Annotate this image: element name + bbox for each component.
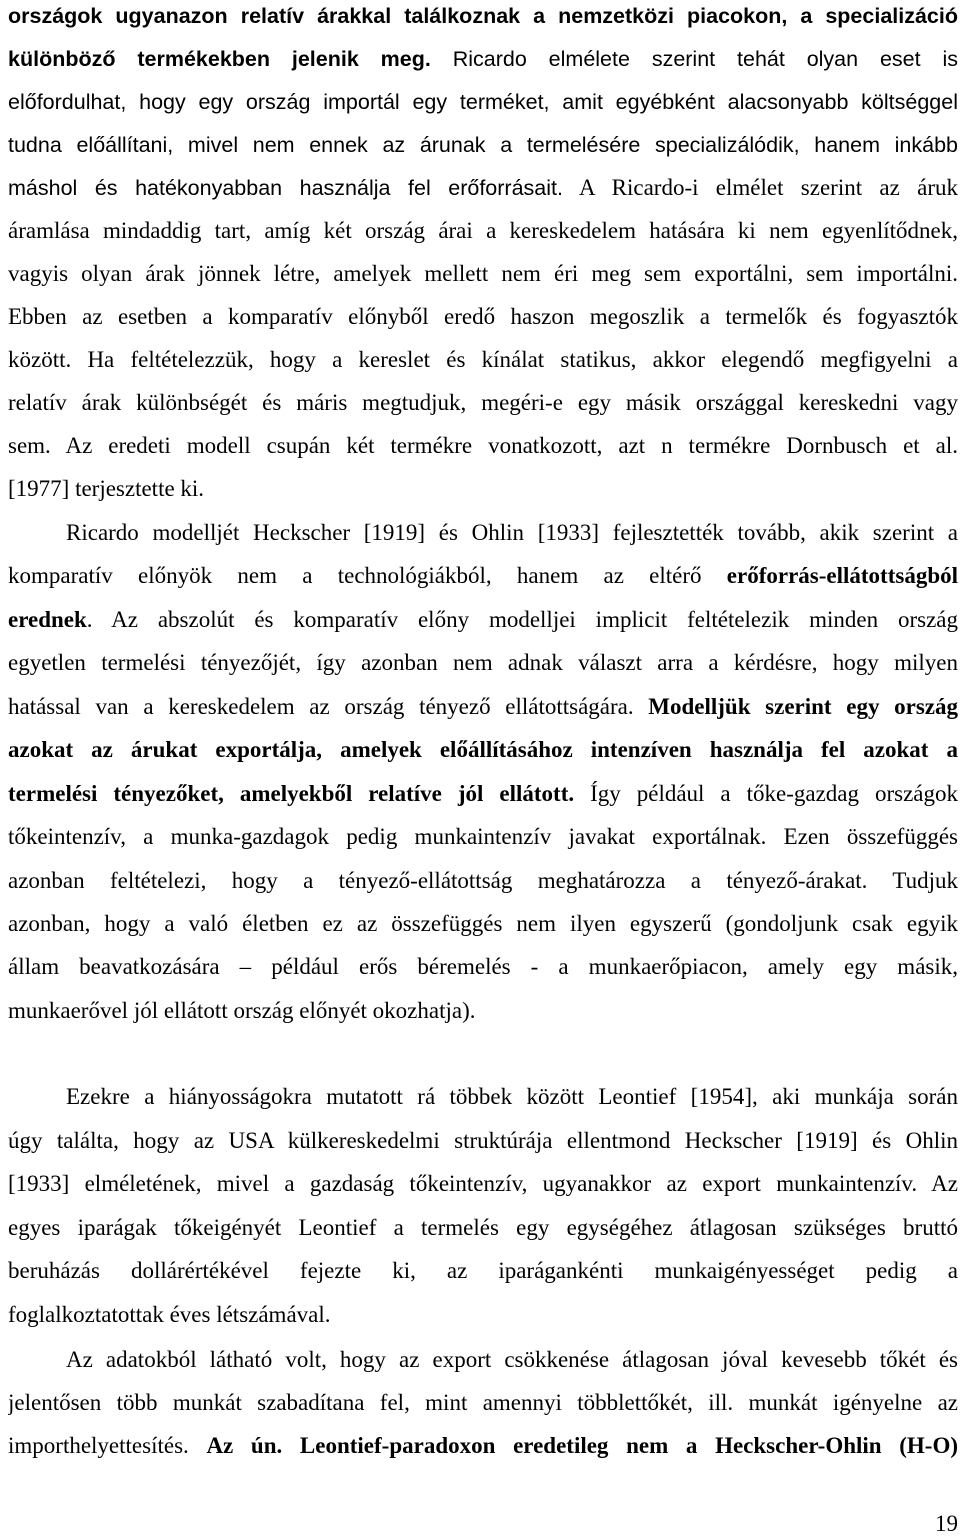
emphasized-text: termelési tényezőket, amelyekből relatíve jól ellátott. <box>8 780 575 806</box>
text-run: beruházás dollárértékével fejezte ki, az iparágankénti munkaigényességet pedig a <box>8 1258 958 1284</box>
text-run: Az adatokból látható volt, hogy az export csökkenése átlagosan jóval kevesebb tőkét és <box>66 1347 958 1372</box>
text-run: állam beavatkozására – például erős béremelés - a munkaerőpiacon, amely egy másik, <box>8 954 958 980</box>
emphasized-text: országok ugyanazon relatív árakkal találkoznak a nemzetközi piacokon, a specializáció <box>8 4 958 28</box>
text-run: A Ricardo-i elmélet szerint az áruk <box>562 175 958 200</box>
text-run: munkaerővel jól ellátott ország előnyét okozhatja). <box>8 997 476 1023</box>
text-run: Ebben az esetben a komparatív előnyből eredő haszon megoszlik a termelők és fogyasztók <box>8 304 958 329</box>
text-run: előfordulhat, hogy egy ország importál egy terméket, amit egyébként alacsonyabb költséggel <box>8 90 958 114</box>
text-run: [1977] terjesztette ki. <box>8 476 205 501</box>
emphasized-text: Az ún. Leontief-paradoxon eredetileg nem a Heckscher-Ohlin (H-O) <box>206 1433 958 1458</box>
page-number: 19 <box>935 1511 958 1536</box>
text-run: sem. Az eredeti modell csupán két termékre vonatkozott, azt n termékre Dornbusch et al. <box>8 433 958 458</box>
text-run: [1933] elméletének, mivel a gazdaság tőkeintenzív, ugyanakkor az export munkaintenzív. Az <box>8 1171 958 1197</box>
text-run: Így például a tőke-gazdag országok <box>574 780 958 806</box>
emphasized-text: Modelljük szerint egy ország <box>648 693 958 719</box>
text-line <box>8 511 958 554</box>
text-line <box>8 859 958 902</box>
text-line <box>8 1162 958 1206</box>
text-line <box>8 1293 958 1337</box>
text-line <box>8 945 958 988</box>
text-run: foglalkoztatottak éves létszámával. <box>8 1301 331 1327</box>
text-run: egyetlen termelési tényezőjét, így azonban nem adnak választ arra a kérdésre, hogy milyen <box>8 650 958 676</box>
text-line <box>8 467 958 510</box>
text-line <box>8 554 958 597</box>
text-line <box>8 641 958 684</box>
text-line <box>8 1206 958 1250</box>
text-line <box>8 1249 958 1293</box>
paragraph <box>8 1338 958 1467</box>
text-line <box>8 1338 958 1381</box>
text-run: között. Ha feltételezzük, hogy a kereslet és kínálat statikus, akkor elegendő megfigyelni a <box>8 347 958 372</box>
emphasized-text: azokat az árukat exportálja, amelyek előállításához intenzíven használja fel azokat a <box>8 737 958 763</box>
text-run: hatással van a kereskedelem az ország tényező ellátottságára. <box>8 693 649 719</box>
text-line <box>8 598 958 641</box>
text-run: vagyis olyan árak jönnek létre, amelyek mellett nem éri meg sem exportálni, sem importálni. <box>8 261 958 286</box>
text-run: áramlása mindaddig tart, amíg két ország árai a kereskedelem hatására ki nem egyenlítődnek, <box>8 218 958 243</box>
text-run: tudna előállítani, mivel nem ennek az árunak a termelésére specializálódik, hanem inkább <box>8 133 958 157</box>
text-line <box>8 989 958 1032</box>
text-run: azonban, hogy a való életben ez az összefüggés nem ilyen egyszerű (gondoljunk csak egyik <box>8 910 958 936</box>
text-line <box>8 1381 958 1424</box>
text-line <box>8 815 958 858</box>
text-line <box>8 902 958 945</box>
text-run: jelentősen több munkát szabadítana fel, mint amennyi többlettőkét, ill. munkát igényelne az <box>8 1390 958 1415</box>
paragraph <box>8 511 958 1032</box>
paragraph <box>8 1075 958 1337</box>
paragraph <box>8 0 958 510</box>
text-run: relatív árak különbségét és máris megtudjuk, megéri-e egy másik országgal kereskedni vagy <box>8 390 958 415</box>
text-line <box>8 728 958 771</box>
emphasized-text: erőforrás-ellátottságból <box>726 563 958 589</box>
text-run: úgy találta, hogy az USA külkereskedelmi struktúrája ellentmond Heckscher [1919] és Ohlin <box>8 1127 958 1153</box>
text-line <box>8 80 958 123</box>
text-run: komparatív előnyök nem a technológiákból, hanem az eltérő <box>8 563 727 589</box>
text-line <box>8 1075 958 1119</box>
text-run: tőkeintenzív, a munka-gazdagok pedig munkaintenzív javakat exportálnak. Ezen összefüggés <box>8 824 958 850</box>
text-run: egyes iparágak tőkeigényét Leontief a termelés egy egységéhez átlagosan szükséges bruttó <box>8 1214 958 1240</box>
text-line <box>8 685 958 728</box>
text-run: máshol és hatékonyabban használja fel erőforrásait. <box>8 176 563 200</box>
text-run: . Az abszolút és komparatív előny modelljei implicit feltételezik minden ország <box>86 606 958 632</box>
text-line <box>8 381 958 424</box>
text-run: Ricardo modelljét Heckscher [1919] és Ohlin [1933] fejlesztették tovább, akik szerint a <box>66 520 958 545</box>
text-line <box>8 166 958 209</box>
text-line <box>8 123 958 166</box>
text-run: importhelyettesítés. <box>8 1433 207 1458</box>
text-line <box>8 1119 958 1163</box>
text-line <box>8 1424 958 1467</box>
text-line <box>8 295 958 338</box>
emphasized-text: erednek <box>8 606 87 632</box>
text-line <box>8 209 958 252</box>
text-run: Ricardo elmélete szerint tehát olyan eset is <box>430 47 958 71</box>
text-line <box>8 37 958 80</box>
text-line <box>8 338 958 381</box>
emphasized-text: különböző termékekben jelenik meg. <box>8 47 431 71</box>
text-line <box>8 424 958 467</box>
text-line <box>8 252 958 295</box>
text-line <box>8 0 958 37</box>
text-run: Ezekre a hiányosságokra mutatott rá többek között Leontief [1954], aki munkája során <box>66 1084 958 1109</box>
text-line <box>8 772 958 815</box>
text-run: azonban feltételezi, hogy a tényező-ellátottság meghatározza a tényező-árakat. Tudjuk <box>8 867 958 893</box>
